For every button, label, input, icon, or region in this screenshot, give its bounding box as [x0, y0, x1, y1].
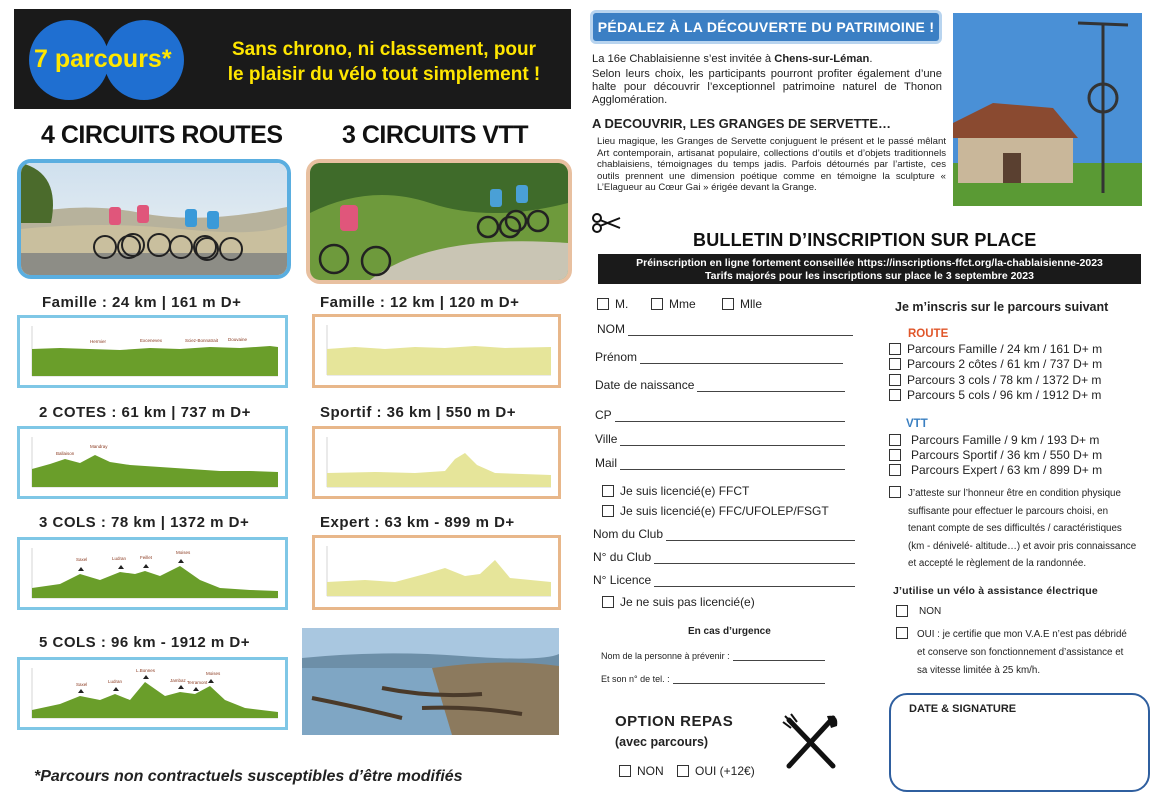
route-2cotes-title: 2 COTES : 61 km | 737 m D+: [39, 404, 251, 421]
checkbox[interactable]: [651, 298, 663, 310]
route-option-4[interactable]: [889, 388, 1101, 402]
vtt-heading: 3 CIRCUITS VTT: [342, 121, 529, 149]
route-famille-peak-2: Excenevex: [140, 338, 163, 343]
banner-slogan: [204, 37, 564, 87]
route-5cols-peak-5: Terramont: [187, 680, 208, 685]
route-option-1-label: Parcours Famille / 24 km / 161 D+ m: [907, 342, 1103, 356]
vae-yes-line: sa vitesse limitée à 25 km/h.: [917, 665, 1041, 676]
route-3cols-peak-1: Saxel: [76, 557, 88, 562]
heritage-paragraph: Selon leurs choix, les participants pourront profiter également d’une halte pour découvrir l’exceptionnel patrimoine naturel de Thonon Agglomération.: [592, 68, 942, 106]
granges-photo: [953, 13, 1142, 206]
route-5cols-peak-4: Jambaz: [170, 678, 186, 683]
heritage-intro: [592, 53, 942, 66]
vae-no-label: NON: [919, 605, 942, 617]
bulletin-title: BULLETIN D’INSCRIPTION SUR PLACE: [693, 230, 1037, 250]
prereg-line-1: Préinscription en ligne fortement conseillée https://inscriptions-ffct.org/la-chablaisienne-2023: [636, 257, 1103, 269]
vtt-famille-profile: [312, 314, 561, 388]
birthdate-label: Date de naissance: [595, 378, 695, 392]
civ-mme-option[interactable]: [651, 297, 696, 311]
not-licensed-option[interactable]: [602, 595, 755, 609]
attestation-option[interactable]: [889, 485, 1149, 573]
emergency-contact-field[interactable]: [601, 648, 825, 661]
slogan-line-2: le plaisir du vélo tout simplement !: [227, 64, 541, 85]
prereg-banner: [598, 254, 1141, 284]
slogan-line-1: Sans chrono, ni classement, pour: [231, 39, 537, 60]
ville-label: Ville: [595, 432, 618, 446]
checkbox[interactable]: [889, 464, 901, 476]
vae-yes-line: et conserve son fonctionnement d’assistance et: [917, 647, 1124, 658]
road-cyclists-photo: [17, 159, 291, 279]
nom-label: NOM: [597, 322, 625, 336]
licence-other-label: Je suis licencié(e) FFC/UFOLEP/FSGT: [620, 504, 829, 518]
route-option-1[interactable]: [889, 342, 1102, 356]
club-name-field[interactable]: [593, 527, 855, 541]
civ-mme-label: Mme: [669, 297, 696, 311]
route-option-2[interactable]: [889, 357, 1102, 371]
route-3cols-peak-3: Feillet: [140, 555, 153, 560]
route-famille-title: Famille : 24 km | 161 m D+: [42, 294, 242, 311]
route-3cols-profile: [17, 537, 288, 610]
civ-m-option[interactable]: [597, 297, 628, 311]
birthdate-field[interactable]: [595, 378, 845, 392]
checkbox[interactable]: [889, 434, 901, 446]
licence-ffct-label: Je suis licencié(e) FFCT: [620, 484, 750, 498]
checkbox[interactable]: [889, 374, 901, 386]
licence-number-label: N° Licence: [593, 573, 652, 587]
attestation-text: [908, 485, 1149, 573]
routes-heading: 4 CIRCUITS ROUTES: [41, 121, 283, 149]
checkbox[interactable]: [619, 765, 631, 777]
licence-number-field[interactable]: [593, 573, 855, 587]
civ-m-label: M.: [615, 297, 629, 311]
emergency-contact-label: Nom de la personne à prévenir :: [601, 651, 730, 661]
route-label: ROUTE: [908, 328, 949, 340]
prereg-line-2: Tarifs majorés pour les inscriptions sur place le 3 septembre 2023: [705, 270, 1034, 282]
emergency-phone-label: Et son n° de tel. :: [601, 674, 670, 684]
route-5cols-peak-2: Ludran: [108, 679, 123, 684]
vae-yes-option[interactable]: [896, 626, 1156, 680]
emergency-phone-field[interactable]: [601, 671, 825, 684]
checkbox[interactable]: [889, 358, 901, 370]
route-5cols-peak-3: L.Bonnes: [136, 668, 156, 673]
vtt-famille-title: Famille : 12 km | 120 m D+: [320, 294, 520, 311]
route-5cols-profile: [17, 657, 288, 730]
granges-paragraph: Lieu magique, les Granges de Servette conjuguent le présent et le passé mêlant Art contemporain, artisanat populaire, collections d’outils et d’objets traditionnels chablaisiens, témoignages du temps jadis. Parfois détournés par l’artiste, ces outils prennent une dimension poétique comme en témoigne la sculpture « L’Elagueur au Cœur Gai » érigée devant la Grange.: [597, 136, 946, 193]
vtt-expert-profile: [312, 535, 561, 610]
checkbox[interactable]: [889, 343, 901, 355]
checkbox[interactable]: [602, 596, 614, 608]
route-option-4-label: Parcours 5 cols / 96 km / 1912 D+ m: [907, 388, 1102, 402]
attest-line: (km - dénivelé- altitude…) et avoir pris connaissance: [908, 540, 1137, 552]
checkbox[interactable]: [889, 449, 901, 461]
mail-field[interactable]: [595, 456, 845, 470]
prenom-label: Prénom: [595, 350, 638, 364]
meal-subtitle: (avec parcours): [615, 735, 709, 749]
checkbox[interactable]: [889, 389, 901, 401]
signature-label: DATE & SIGNATURE: [909, 703, 1017, 715]
club-number-label: N° du Club: [593, 550, 652, 564]
heritage-banner: PÉDALEZ À LA DÉCOUVERTE DU PATRIMOINE !: [590, 10, 942, 44]
licence-ffct-option[interactable]: [602, 484, 749, 498]
attest-line: suffisante pour effectuer le parcours choisi, en: [908, 505, 1109, 517]
cp-label: CP: [595, 408, 612, 422]
vae-yes-text: [917, 626, 1156, 680]
vtt-option-3-label: Parcours Expert / 63 km / 899 D+ m: [911, 463, 1103, 477]
vtt-expert-title: Expert : 63 km - 899 m D+: [320, 514, 515, 531]
route-2cotes-peak-2: Mandray: [90, 444, 108, 449]
vtt-option-2-label: Parcours Sportif / 36 km / 550 D+ m: [911, 448, 1103, 462]
civ-mlle-label: Mlle: [740, 297, 763, 311]
route-3cols-peak-4: Moises: [176, 550, 191, 555]
route-5cols-peak-6: Moises: [206, 671, 221, 676]
nom-field[interactable]: [597, 322, 853, 336]
vae-header: J’utilise un vélo à assistance électrique: [893, 585, 1098, 597]
route-option-3-label: Parcours 3 cols / 78 km / 1372 D+ m: [907, 373, 1102, 387]
meal-yes-label: OUI (+12€): [695, 764, 755, 778]
vtt-option-2[interactable]: [889, 448, 1102, 462]
ville-field[interactable]: [595, 432, 845, 446]
route-famille-peak-1: Hermier: [90, 339, 107, 344]
intro-suffix: .: [869, 53, 873, 65]
intro-place: Chens-sur-Léman: [774, 53, 870, 65]
checkbox[interactable]: [889, 486, 901, 498]
mail-label: Mail: [595, 456, 618, 470]
lake-photo: [302, 628, 559, 735]
route-3cols-title: 3 COLS : 78 km | 1372 m D+: [39, 514, 250, 531]
route-famille-peak-3: Sciez-Bonnatrait: [185, 338, 219, 343]
route-5cols-peak-1: Saxel: [76, 682, 88, 687]
cp-field[interactable]: [595, 408, 845, 422]
checkbox[interactable]: [597, 298, 609, 310]
route-famille-profile: [17, 315, 288, 388]
header-banner: [14, 9, 571, 109]
signature-box[interactable]: [889, 693, 1150, 792]
badge-text: 7 parcours*: [34, 45, 172, 73]
attest-line: tenant compte de ses difficultés / caractéristiques: [908, 523, 1122, 534]
checkbox[interactable]: [602, 505, 614, 517]
intro-prefix: La 16e Chablaisienne s’est invitée à: [592, 53, 775, 65]
vtt-option-1-label: Parcours Famille / 9 km / 193 D+ m: [911, 433, 1100, 447]
civ-mlle-option[interactable]: [722, 297, 762, 311]
checkbox[interactable]: [677, 765, 689, 777]
heritage-subtitle: A DECOUVRIR, LES GRANGES DE SERVETTE…: [592, 116, 892, 131]
footnote: *Parcours non contractuels susceptibles d’être modifiés: [34, 768, 463, 785]
checkbox[interactable]: [896, 605, 908, 617]
meal-no-option[interactable]: [619, 764, 664, 778]
route-3cols-peak-2: Ludran: [112, 556, 127, 561]
licence-other-option[interactable]: [602, 504, 829, 518]
checkbox[interactable]: [896, 627, 908, 639]
not-licensed-label: Je ne suis pas licencié(e): [620, 595, 755, 609]
route-5cols-title: 5 COLS : 96 km - 1912 m D+: [39, 634, 251, 651]
attest-line: et accepté le règlement de la randonnée.: [908, 558, 1087, 569]
route-famille-peak-4: Douvaine: [228, 337, 248, 342]
meal-no-label: NON: [637, 764, 664, 778]
scissors-icon: [592, 213, 624, 233]
club-number-field[interactable]: [593, 550, 855, 564]
emergency-title: En cas d’urgence: [688, 626, 771, 637]
attest-line: J’atteste sur l’honneur être en condition physique: [908, 488, 1121, 499]
checkbox[interactable]: [602, 485, 614, 497]
vtt-label: VTT: [906, 418, 928, 430]
course-header: Je m’inscris sur le parcours suivant: [895, 300, 1109, 314]
route-option-2-label: Parcours 2 côtes / 61 km / 737 D+ m: [907, 357, 1103, 371]
route-2cotes-peak-1: Ballaison: [56, 451, 75, 456]
club-name-label: Nom du Club: [593, 527, 664, 541]
vae-no-option[interactable]: [896, 605, 941, 617]
route-2cotes-profile: [17, 426, 288, 499]
checkbox[interactable]: [722, 298, 734, 310]
vtt-option-1[interactable]: [889, 433, 1099, 447]
vtt-sportif-profile: [312, 426, 561, 499]
vae-yes-line: OUI : je certifie que mon V.A.E n’est pas débridé: [917, 629, 1127, 640]
meal-yes-option[interactable]: [677, 764, 755, 778]
route-option-3[interactable]: [889, 373, 1101, 387]
fork-knife-icon: [781, 712, 841, 772]
mtb-cyclists-photo: [306, 159, 572, 284]
vtt-sportif-title: Sportif : 36 km | 550 m D+: [320, 404, 517, 421]
meal-title: OPTION REPAS: [615, 713, 734, 730]
prenom-field[interactable]: [595, 350, 843, 364]
vtt-option-3[interactable]: [889, 463, 1102, 477]
